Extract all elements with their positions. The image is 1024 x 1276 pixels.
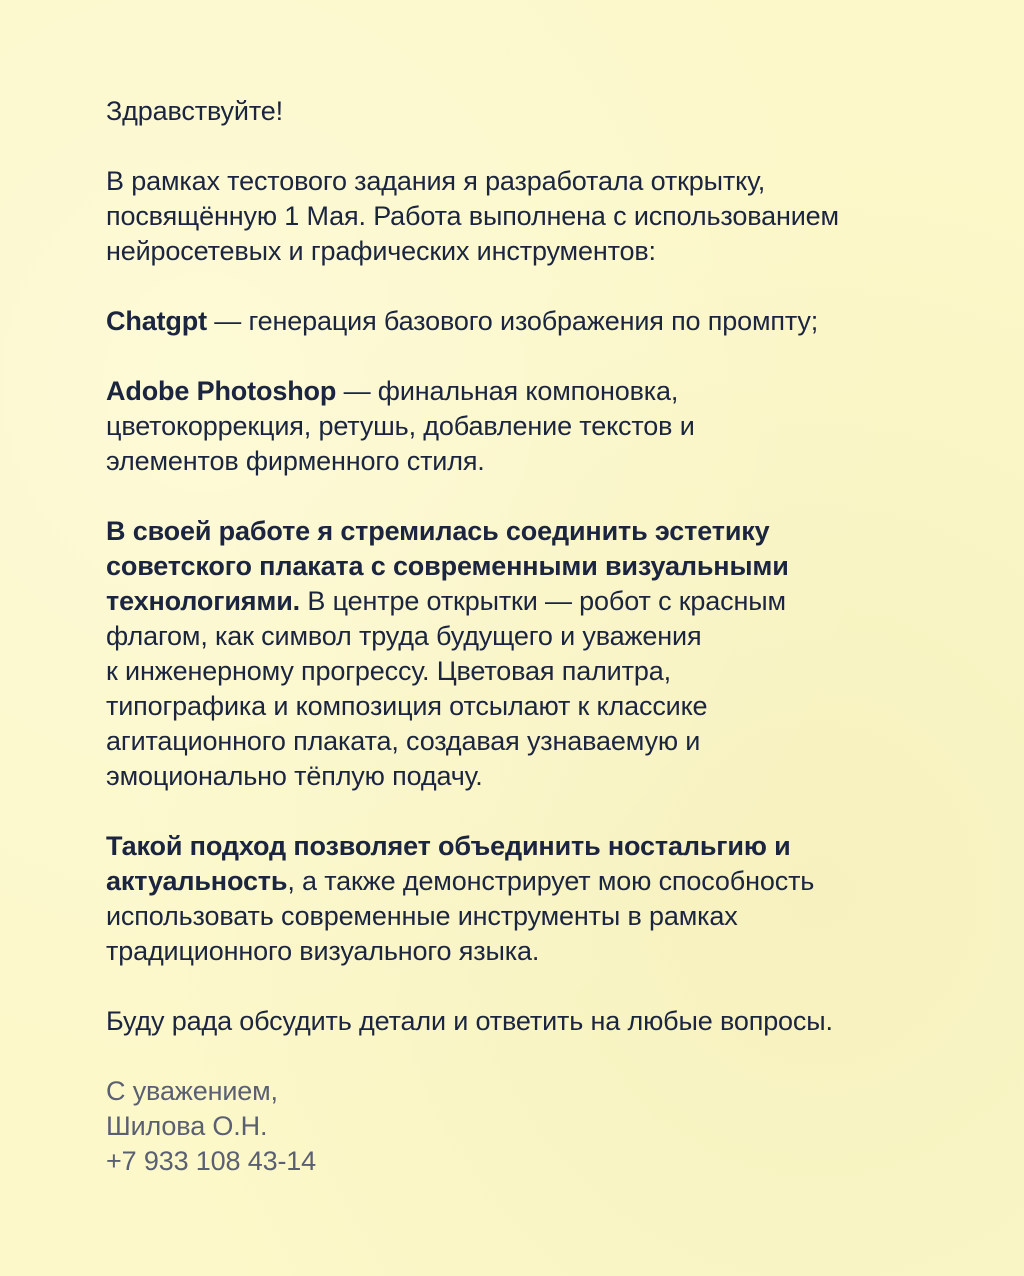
concept-paragraph <box>106 514 986 794</box>
concept-line-8: эмоционально тёплую подачу. <box>106 761 483 791</box>
tool-photoshop-desc-1: — финальная компоновка, <box>336 376 679 406</box>
approach-line-3: использовать современные инструменты в рамках <box>106 901 738 931</box>
concept-line-3-rest: В центре открытки — робот с красным <box>300 586 786 616</box>
approach-bold-2: актуальность <box>106 866 288 896</box>
approach-bold-1: Такой подход позволяет объединить ностальгию и <box>106 831 791 861</box>
concept-bold-1: В своей работе я стремилась соединить эстетику <box>106 516 770 546</box>
concept-bold-2: советского плаката с современными визуальными <box>106 551 789 581</box>
tool-chatgpt-paragraph <box>106 304 986 339</box>
approach-line-4: традиционного визуального языка. <box>106 936 540 966</box>
approach-paragraph <box>106 829 986 969</box>
intro-line-1: В рамках тестового задания я разработала открытку, <box>106 166 766 196</box>
greeting-text: Здравствуйте! <box>106 96 283 126</box>
concept-line-7: агитационного плаката, создавая узнаваемую и <box>106 726 701 756</box>
approach-line-2-rest: , а также демонстрирует мою способность <box>287 866 815 896</box>
tool-photoshop-name: Adobe Photoshop <box>106 376 337 406</box>
tool-photoshop-desc-2: цветокоррекция, ретушь, добавление текстов и <box>106 411 695 441</box>
greeting-paragraph <box>106 94 986 129</box>
intro-paragraph <box>106 164 986 269</box>
concept-line-4: флагом, как символ труда будущего и уважения <box>106 621 702 651</box>
signature-name: Шилова О.Н. <box>106 1111 268 1141</box>
tool-chatgpt-name: Chatgpt <box>106 306 207 336</box>
tool-chatgpt-desc: — генерация базового изображения по промпту; <box>206 306 819 336</box>
tool-photoshop-paragraph <box>106 374 986 479</box>
concept-line-6: типографика и композиция отсылают к классике <box>106 691 708 721</box>
letter-body <box>106 94 986 1179</box>
signature-regards: С уважением, <box>106 1076 278 1106</box>
intro-line-2: посвящённую 1 Мая. Работа выполнена с использованием <box>106 201 839 231</box>
tool-photoshop-desc-3: элементов фирменного стиля. <box>106 446 485 476</box>
signature-block <box>106 1074 986 1179</box>
concept-bold-3: технологиями. <box>106 586 301 616</box>
closing-paragraph <box>106 1004 986 1039</box>
closing-text: Буду рада обсудить детали и ответить на любые вопросы. <box>106 1006 833 1036</box>
concept-line-5: к инженерному прогрессу. Цветовая палитра, <box>106 656 671 686</box>
intro-line-3: нейросетевых и графических инструментов: <box>106 236 656 266</box>
signature-phone: +7 933 108 43-14 <box>106 1146 317 1176</box>
